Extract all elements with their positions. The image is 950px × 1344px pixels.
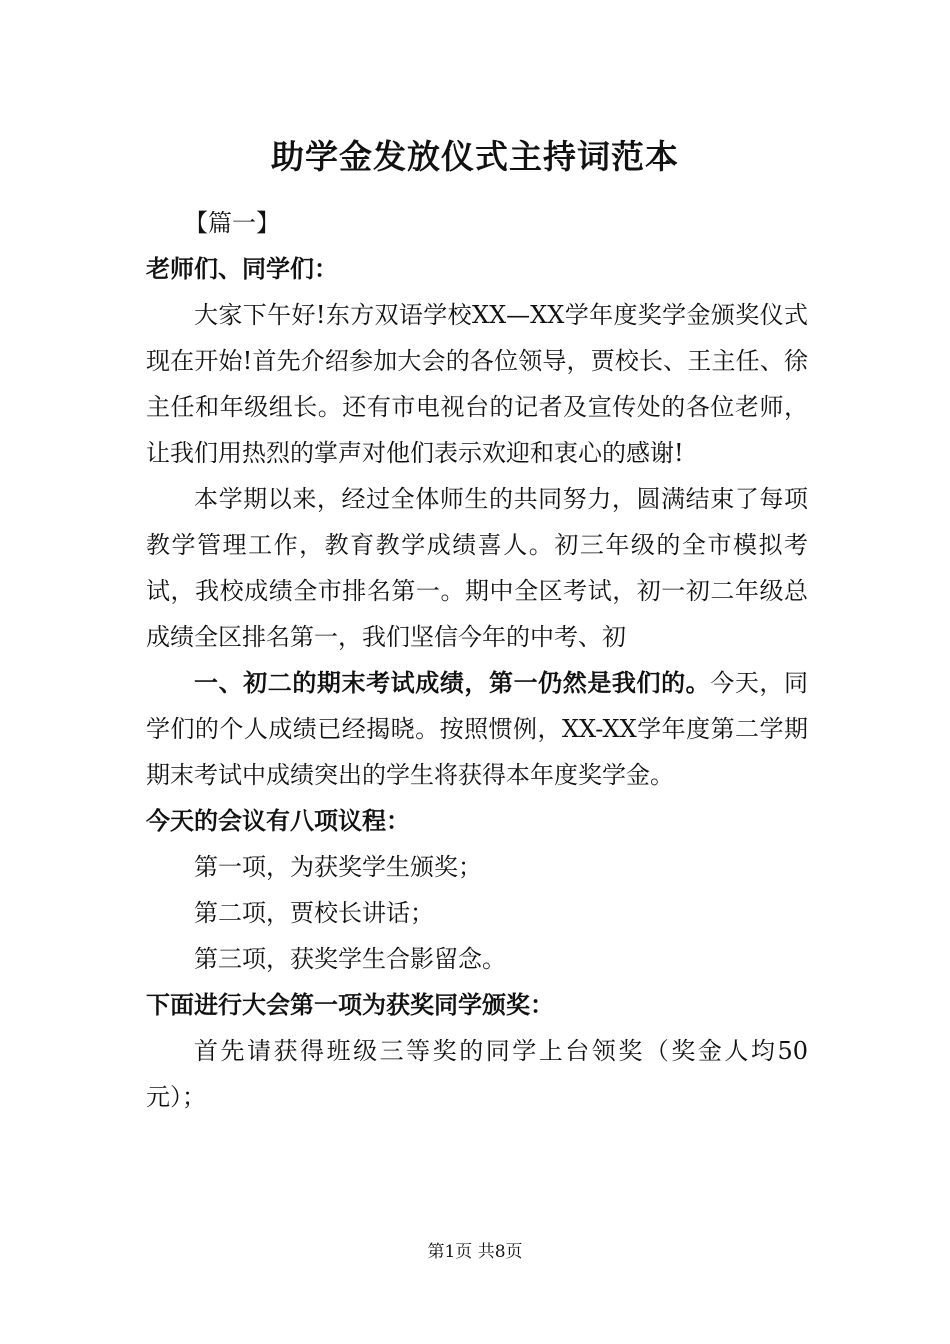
paragraph-continuation bbox=[146, 660, 808, 798]
salutation: 老师们、同学们： bbox=[146, 254, 338, 283]
agenda-item-3: 第三项，获奖学生合影留念。 bbox=[194, 945, 506, 973]
award-heading: 下面进行大会第一项为获奖同学颁奖： bbox=[146, 990, 554, 1019]
document-body bbox=[146, 200, 808, 1120]
bold-phrase: 一、初二的期末考试成绩，第一仍然是我们的。 bbox=[194, 668, 711, 697]
award-paragraph: 首先请获得班级三等奖的同学上台领奖（奖金人均50元）； bbox=[146, 1037, 808, 1111]
paragraph-achievements: 本学期以来，经过全体师生的共同努力，圆满结束了每项教学管理工作，教育教学成绩喜人。初三年级的全市模拟考试，我校成绩全市排名第一。期中全区考试，初一初二年级总成绩全区排名第一，我们坚信今年的中考、初 bbox=[146, 485, 808, 651]
document-title: 助学金发放仪式主持词范本 bbox=[271, 137, 679, 176]
page-footer: 第1页 共8页 bbox=[427, 1242, 523, 1262]
agenda-item-1: 第一项，为获奖学生颁奖； bbox=[194, 853, 482, 881]
agenda-item-2: 第二项，贾校长讲话； bbox=[194, 899, 434, 927]
paragraph-opening: 大家下午好!东方双语学校XX—XX学年度奖学金颁奖仪式现在开始!首先介绍参加大会的各位领导，贾校长、王主任、徐主任和年级组长。还有市电视台的记者及宣传处的各位老师，让我们用热烈的掌声对他们表示欢迎和衷心的感谢! bbox=[146, 301, 808, 467]
paragraph-results: 今天，同学们的个人成绩已经揭晓。按照惯例，XX-XX学年度第二学期期末考试中成绩突出的学生将获得本年度奖学金。 bbox=[146, 669, 808, 789]
section-mark: 【篇一】 bbox=[184, 209, 280, 237]
agenda-heading: 今天的会议有八项议程： bbox=[146, 806, 410, 835]
